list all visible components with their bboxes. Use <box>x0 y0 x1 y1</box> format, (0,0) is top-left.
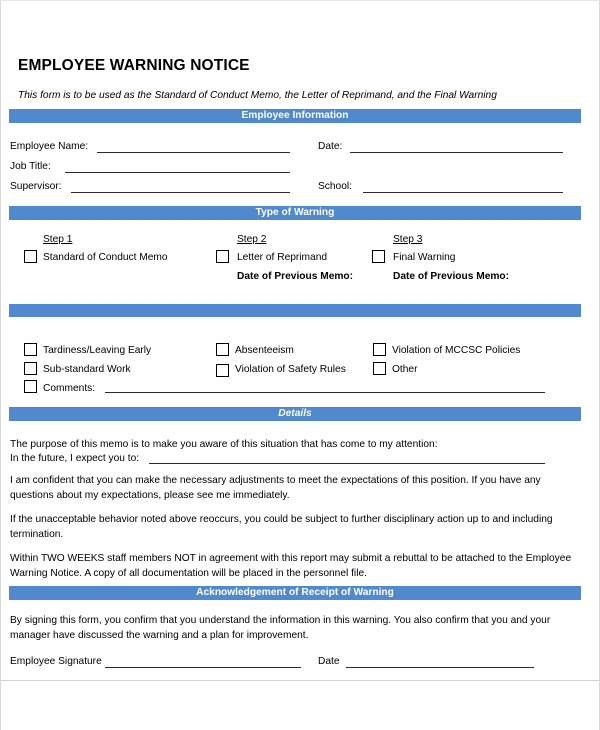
checkbox-absenteeism[interactable] <box>216 343 229 356</box>
checkbox-standard-of-conduct-memo[interactable] <box>24 250 37 263</box>
input-supervisor[interactable] <box>71 192 290 193</box>
label-supervisor: Supervisor: <box>10 181 62 192</box>
section-header-violations <box>9 304 581 317</box>
checkbox-violation-of-safety-rules[interactable] <box>216 364 229 377</box>
section-header-employee-information: Employee Information <box>9 109 581 123</box>
label-absenteeism: Absenteeism <box>235 345 294 356</box>
label-other: Other <box>392 364 418 375</box>
input-date[interactable] <box>350 152 563 153</box>
label-employee-signature: Employee Signature <box>10 656 102 667</box>
label-violation-of-mccsc-policies: Violation of MCCSC Policies <box>392 345 521 356</box>
input-employee-name[interactable] <box>97 152 290 153</box>
details-paragraph-confident: I am confident that you can make the necessary adjustments to meet the expectations of this position. If you have any questions about my expectations, please see me immediately. <box>10 475 541 501</box>
step-3-label: Step 3 <box>393 234 423 245</box>
label-tardiness-leaving-early: Tardiness/Leaving Early <box>43 345 152 356</box>
acknowledgement-paragraph: By signing this form, you confirm that you understand the information in this warning. You also confirm that you and your manager have discussed the warning and a plan for improvement. <box>10 615 551 641</box>
page-title: EMPLOYEE WARNING NOTICE <box>18 57 250 74</box>
details-purpose-line: The purpose of this memo is to make you aware of this situation that has come to my attention: <box>10 439 438 450</box>
label-employee-name: Employee Name: <box>10 141 89 152</box>
checkbox-sub-standard-work[interactable] <box>24 362 37 375</box>
step-2-option-label: Letter of Reprimand <box>237 252 328 263</box>
checkbox-tardiness-leaving-early[interactable] <box>24 343 37 356</box>
step-3-option-label: Final Warning <box>393 252 456 263</box>
section-header-acknowledgement: Acknowledgement of Receipt of Warning <box>9 586 581 600</box>
input-expectations[interactable] <box>149 463 545 464</box>
input-employee-signature[interactable] <box>105 667 301 668</box>
step-2-previous-memo-label: Date of Previous Memo: <box>237 271 354 282</box>
details-expect-label: In the future, I expect you to: <box>10 453 140 464</box>
label-sub-standard-work: Sub-standard Work <box>43 364 131 375</box>
input-comments[interactable] <box>105 392 545 393</box>
checkbox-letter-of-reprimand[interactable] <box>216 250 229 263</box>
label-signature-date: Date <box>318 656 340 667</box>
input-school[interactable] <box>363 192 563 193</box>
input-signature-date[interactable] <box>346 667 534 668</box>
details-paragraph-rebuttal: Within TWO WEEKS staff members NOT in agreement with this report may submit a rebuttal to be attached to the Employee Warning Notice. A copy of all documentation will be placed in the personnel file. <box>10 553 572 579</box>
document-subtitle: This form is to be used as the Standard of Conduct Memo, the Letter of Reprimand, and the Final Warning <box>18 90 497 101</box>
label-school: School: <box>318 181 352 192</box>
label-job-title: Job Title: <box>10 161 51 172</box>
section-header-details: Details <box>9 407 581 421</box>
section-header-type-of-warning: Type of Warning <box>9 206 581 220</box>
step-1-option-label: Standard of Conduct Memo <box>43 252 168 263</box>
step-2-label: Step 2 <box>237 234 267 245</box>
label-comments: Comments: <box>43 383 96 394</box>
checkbox-other[interactable] <box>373 362 386 375</box>
checkbox-final-warning[interactable] <box>372 250 385 263</box>
step-3-previous-memo-label: Date of Previous Memo: <box>393 271 510 282</box>
checkbox-comments[interactable] <box>24 380 37 393</box>
checkbox-violation-of-mccsc-policies[interactable] <box>373 343 386 356</box>
input-job-title[interactable] <box>65 172 290 173</box>
footer-divider <box>1 680 600 681</box>
step-1-label: Step 1 <box>43 234 73 245</box>
label-date: Date: <box>318 141 343 152</box>
label-violation-of-safety-rules: Violation of Safety Rules <box>235 364 346 375</box>
details-paragraph-reoccur: If the unacceptable behavior noted above reoccurs, you could be subject to further disciplinary action up to and including termination. <box>10 514 553 540</box>
